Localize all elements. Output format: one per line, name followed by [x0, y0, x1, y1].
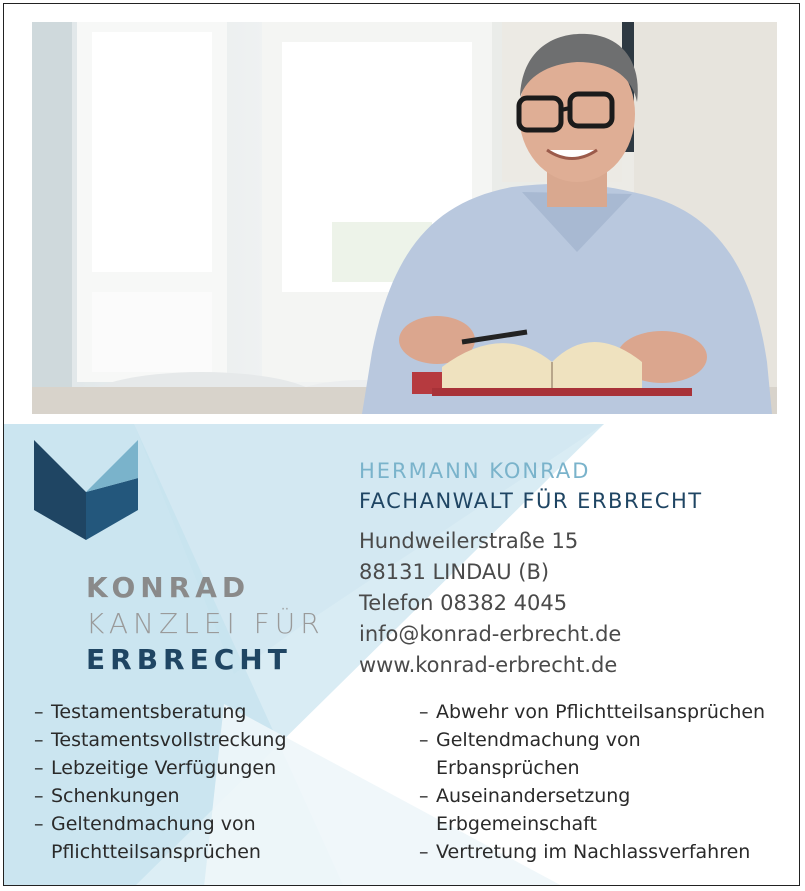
- brand-line-1: KONRAD: [86, 571, 251, 604]
- website-url[interactable]: www.konrad-erbrecht.de: [359, 653, 618, 677]
- service-item: – Geltendmachung von Pflichtteilsansprüchen: [34, 810, 301, 866]
- contact-block: [359, 456, 703, 681]
- address-street: Hundweilerstraße 15: [359, 529, 579, 553]
- ad-frame: [3, 3, 800, 886]
- service-item: – Testamentsvollstreckung: [34, 726, 301, 754]
- service-item: – Lebzeitige Verfügungen: [34, 754, 301, 782]
- service-item: – Auseinandersetzung Erbgemeinschaft: [419, 782, 656, 838]
- service-item: – Abwehr von Pflichtteilsansprüchen: [419, 698, 765, 726]
- email-address[interactable]: info@konrad-erbrecht.de: [359, 622, 622, 646]
- brand-line-3: ERBRECHT: [86, 643, 292, 676]
- lawyer-photo: [32, 22, 777, 414]
- brand-line-2: KANZLEI FÜR: [86, 607, 325, 640]
- address-city: 88131 LINDAU (B): [359, 560, 550, 584]
- services-list-right: [419, 698, 765, 866]
- service-item: – Vertretung im Nachlassverfahren: [419, 838, 765, 866]
- service-item: – Testamentsberatung: [34, 698, 301, 726]
- phone-number: Telefon 08382 4045: [359, 591, 568, 615]
- service-item: – Geltendmachung von Erbansprüchen: [419, 726, 646, 782]
- kanzlei-logo: [34, 440, 144, 544]
- service-item: – Schenkungen: [34, 782, 301, 810]
- photo-illustration: [32, 22, 777, 414]
- lawyer-title: FACHANWALT FÜR ERBRECHT: [359, 489, 703, 513]
- services-list-left: [34, 698, 301, 866]
- lawyer-name: HERMANN KONRAD: [359, 459, 591, 483]
- brand-name: [86, 570, 325, 678]
